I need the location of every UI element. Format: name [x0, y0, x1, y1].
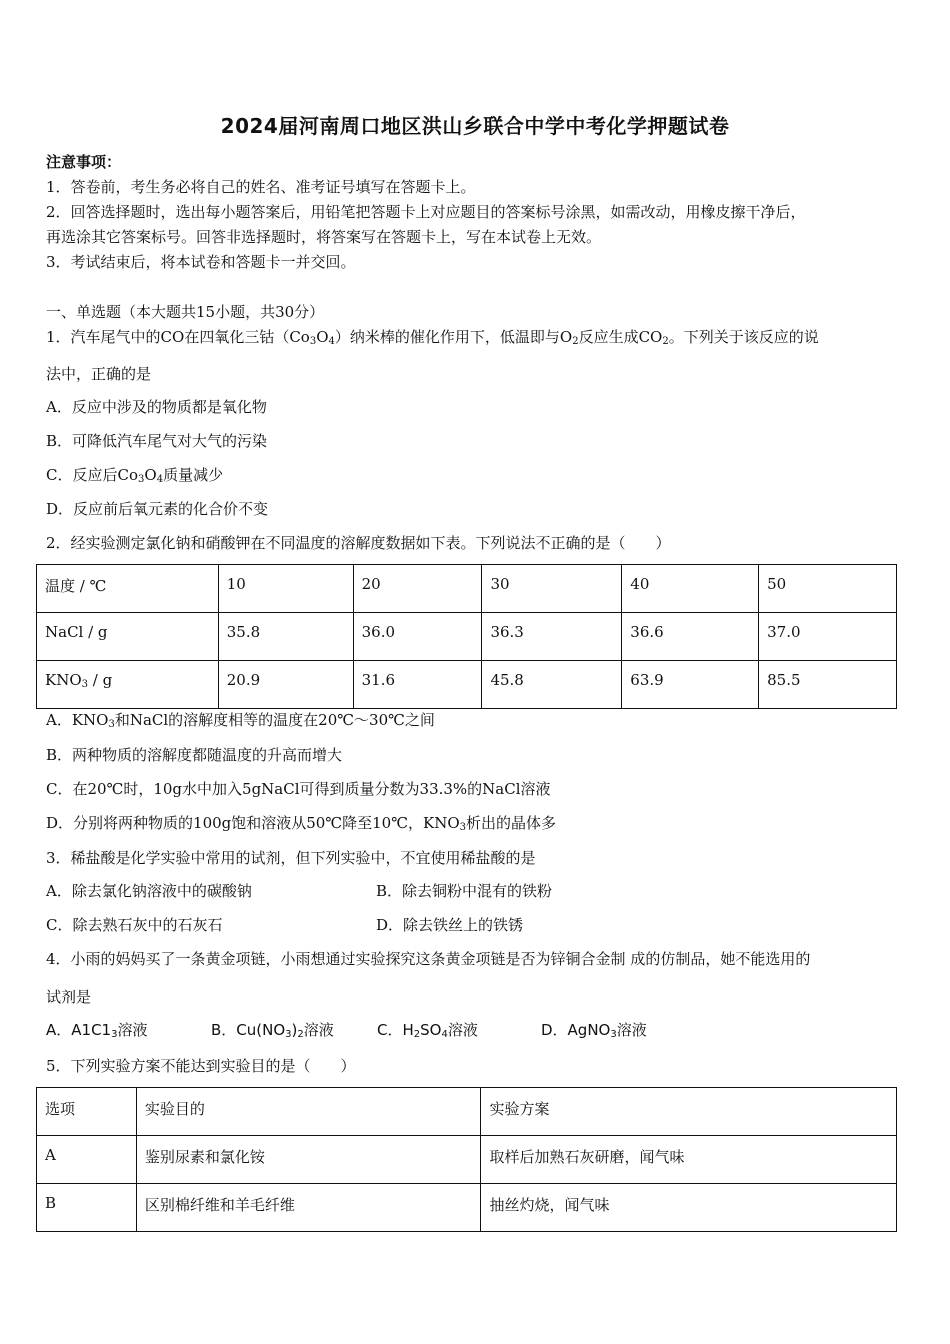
- table-cell: 区别棉纤维和羊毛纤维: [136, 1184, 481, 1232]
- page-title: 2024届河南周口地区洪山乡联合中学中考化学押题试卷: [220, 114, 730, 138]
- table-cell: 鉴别尿素和氯化铵: [136, 1136, 481, 1184]
- q4-option-d: D．AgNO$_3$溶液: [541, 1021, 647, 1040]
- table-row: [37, 1088, 897, 1136]
- table-cell: 取样后加熟石灰研磨，闻气味: [481, 1136, 897, 1184]
- solubility-table: [36, 564, 897, 709]
- q1-option-c: C．反应后$Co_3O_4$质量减少: [46, 466, 224, 485]
- table-row: [37, 1184, 897, 1232]
- notice-item-2a: 2．回答选择题时，选出每小题答案后，用铅笔把答题卡上对应题目的答案标号涂黑，如需改动，用橡皮擦干净后，: [46, 203, 806, 221]
- table-cell: 选项: [37, 1088, 137, 1136]
- table-cell: 10: [218, 565, 353, 613]
- q3-option-a: A．除去氯化钠溶液中的碳酸钠: [46, 882, 252, 900]
- q4-stem-line2: 试剂是: [46, 988, 92, 1006]
- table-cell: 30: [482, 565, 622, 613]
- q4-option-c: C．$H_2SO_4$溶液: [377, 1021, 478, 1040]
- q1-option-b: B．可降低汽车尾气对大气的污染: [46, 432, 268, 450]
- table-cell: 50: [759, 565, 897, 613]
- notice-item-2b: 再选涂其它答案标号。回答非选择题时，将答案写在答题卡上，写在本试卷上无效。: [46, 228, 602, 246]
- q3-option-b: B．除去铜粉中混有的铁粉: [376, 882, 553, 900]
- q4-stem-line1: 4．小雨的妈妈买了一条黄金项链，小雨想通过实验探究这条黄金项链是否为锌铜合金制 成的仿制品，她不能选用的: [46, 950, 811, 968]
- q1-option-a: A．反应中涉及的物质都是氧化物: [46, 398, 267, 416]
- table-cell: 63.9: [622, 661, 759, 709]
- section-heading: 一、单选题（本大题共15小题，共30分）: [46, 303, 325, 321]
- table-cell: 31.6: [353, 661, 482, 709]
- table-cell: 35.8: [218, 613, 353, 661]
- table-cell: 36.0: [353, 613, 482, 661]
- notice-heading: 注意事项：: [46, 153, 122, 171]
- q2-option-a: A．$KNO_3$和NaCl的溶解度相等的温度在20℃～30℃之间: [46, 711, 435, 730]
- table-cell: 实验方案: [481, 1088, 897, 1136]
- table-cell: 20.9: [218, 661, 353, 709]
- table-cell: 36.3: [482, 613, 622, 661]
- table-cell: B: [37, 1184, 137, 1232]
- table-row: [37, 565, 897, 613]
- q4-option-a: A．$A1C1_3$溶液: [46, 1021, 148, 1040]
- table-row: [37, 613, 897, 661]
- table-cell: 36.6: [622, 613, 759, 661]
- q3-option-c: C．除去熟石灰中的石灰石: [46, 916, 223, 934]
- table-cell: 实验目的: [136, 1088, 481, 1136]
- q1-option-d: D．反应前后氧元素的化合价不变: [46, 500, 269, 518]
- table-cell: 37.0: [759, 613, 897, 661]
- q2-option-d: D．分别将两种物质的100g饱和溶液从50℃降至10℃，$KNO_3$析出的晶体多: [46, 814, 557, 833]
- q3-option-d: D．除去铁丝上的铁锈: [376, 916, 524, 934]
- q1-stem-line1: 1．汽车尾气中的CO在四氧化三钴$(Co_3O_4)$纳米棒的催化作用下，低温即与$O_2$反应生成$CO_2$。下列关于该反应的说: [46, 328, 819, 347]
- table-cell: 45.8: [482, 661, 622, 709]
- q2-option-c: C．在20℃时，10g水中加入5gNaCl可得到质量分数为33.3%的NaCl溶液: [46, 780, 551, 798]
- q2-stem: 2．经实验测定氯化钠和硝酸钾在不同温度的溶解度数据如下表。下列说法不正确的是（ ）: [46, 534, 671, 552]
- q4-option-b: B．$Cu(NO_3)_2$溶液: [211, 1021, 334, 1040]
- q1-stem-line2: 法中，正确的是: [46, 365, 152, 383]
- table-cell: 40: [622, 565, 759, 613]
- table-cell: 85.5: [759, 661, 897, 709]
- table-cell: 20: [353, 565, 482, 613]
- table-cell: A: [37, 1136, 137, 1184]
- table-cell: NaCl / g: [37, 613, 219, 661]
- q3-stem: 3．稀盐酸是化学实验中常用的试剂，但下列实验中，不宜使用稀盐酸的是: [46, 849, 536, 867]
- table-cell: 抽丝灼烧，闻气味: [481, 1184, 897, 1232]
- q5-stem: 5．下列实验方案不能达到实验目的是（ ）: [46, 1057, 356, 1075]
- table-cell: 温度 / ℃: [37, 565, 219, 613]
- table-cell: $KNO_3$ / g: [37, 661, 219, 709]
- table-row: [37, 1136, 897, 1184]
- table-row: [37, 661, 897, 709]
- notice-item-3: 3．考试结束后，将本试卷和答题卡一并交回。: [46, 253, 356, 271]
- notice-item-1: 1．答卷前，考生务必将自己的姓名、准考证号填写在答题卡上。: [46, 178, 476, 196]
- experiment-table: [36, 1087, 897, 1232]
- q2-option-b: B．两种物质的溶解度都随温度的升高而增大: [46, 746, 343, 764]
